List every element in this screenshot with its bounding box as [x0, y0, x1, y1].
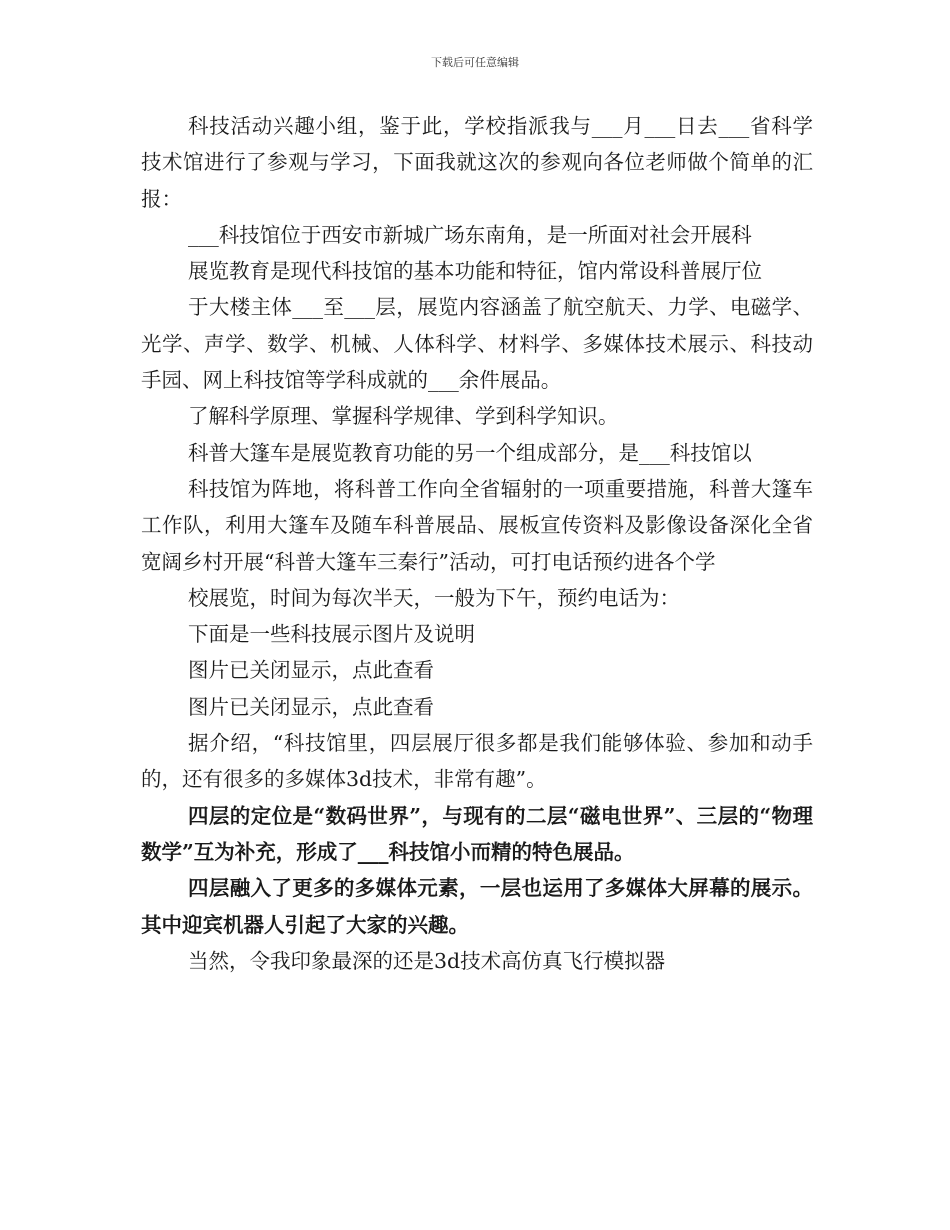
paragraph: 据介绍，“科技馆里，四层展厅很多都是我们能够体验、参加和动手的，还有很多的多媒体3d技术，非常有趣”。 [141, 731, 813, 792]
paragraph-bold: 四层的定位是“数码世界”，与现有的二层“磁电世界”、三层的“物理数学”互为补充，形成了___科技馆小而精的特色展品。 [141, 803, 813, 864]
paragraph: 科技馆为阵地，将科普工作向全省辐射的一项重要措施，科普大篷车工作队，利用大篷车及随车科普展品、展板宣传资料及影像设备深化全省宽阔乡村开展“科普大篷车三秦行”活动，可打电话预约进各个学 [141, 476, 813, 574]
paragraph: 科技活动兴趣小组，鉴于此，学校指派我与___月___日去___省科学技术馆进行了参观与学习，下面我就这次的参观向各位老师做个简单的汇报： [141, 114, 813, 211]
paragraph: 校展览，时间为每次半天，一般为下午，预约电话为： [188, 585, 680, 610]
paragraph: 了解科学原理、掌握科学规律、学到科学知识。 [188, 404, 619, 429]
image-hidden-link[interactable]: 图片已关闭显示，点此查看 [188, 694, 434, 719]
paragraph: 当然，令我印象最深的还是3d技术高仿真飞行模拟器 [188, 948, 666, 973]
paragraph: 科普大篷车是展览教育功能的另一个组成部分，是___科技馆以 [188, 440, 752, 465]
paragraph-bold: 四层融入了更多的多媒体元素，一层也运用了多媒体大屏幕的展示。其中迎宾机器人引起了大家的兴趣。 [141, 876, 813, 937]
page-header: 下载后可任意编辑 [431, 56, 519, 69]
paragraph: 下面是一些科技展示图片及说明 [188, 622, 475, 647]
image-hidden-link[interactable]: 图片已关闭显示，点此查看 [188, 658, 434, 683]
document-body [141, 108, 813, 979]
paragraph: 展览教育是现代科技馆的基本功能和特征，馆内常设科普展厅位 [188, 259, 762, 284]
paragraph: 于大楼主体___至___层，展览内容涵盖了航空航天、力学、电磁学、光学、声学、数学、机械、人体科学、材料学、多媒体技术展示、科技动手园、网上科技馆等学科成就的___余件展品。 [141, 295, 813, 393]
paragraph: ___科技馆位于西安市新城广场东南角，是一所面对社会开展科 [188, 222, 752, 247]
